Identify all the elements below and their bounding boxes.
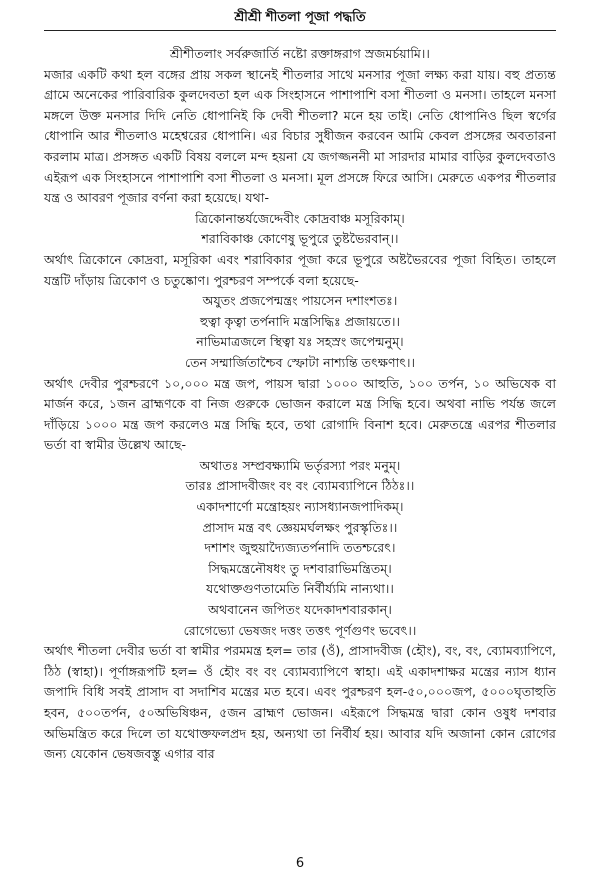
verse-line: তেন সম্মার্জিতাশ্চৈব স্ফোটা নাশ্যন্তি তৎক্ষণাৎ।।	[184, 354, 416, 370]
verse-line: তারঃ প্রাসাদবীজং বং বং ব্যোমব্যাপিনে ঠিঠঃ।।	[185, 478, 415, 494]
verse-line: রোগেভ্যো ভেষজং দত্তং তত্তৎ পূর্ণগুণং ভবেৎ।।	[183, 622, 417, 638]
verse-line: হুত্বা কৃত্বা তর্পনাদি মন্ত্রসিদ্ধিঃ প্রজায়তে।।	[200, 313, 400, 329]
page-header-title: শ্রীশ্রী শীতলা পূজা পদ্ধতি	[234, 10, 366, 25]
body-paragraph: অর্থাৎ শীতলা দেবীর ভর্তা বা স্বামীর পরমমন্ত্র হল= তার (ওঁ), প্রাসাদবীজ (হৌং), বং, বং, ব্যোমব্যাপিণে, ঠিঠ (স্বাহা)। পূর্ণাঙ্গরূপটি হল= ওঁ হৌং বং বং ব্যোমব্যাপিণে স্বাহা। এই একাদশাক্ষর মন্ত্রের ন্যাস ধ্যান জপাদি বিধি সবই প্রাসাদ বা সদাশিব মন্ত্রের মত হবে। এবং পুরশ্চরণ হল-৫০,০০০জপ, ৫০০০ঘৃতাহুতি হবন, ৫০০তর্পন, ৫০অভিষিঞ্চন, ৫জন ব্রাহ্মণ ভোজন। এইরূপে সিদ্ধমন্ত্র দ্বারা কোন ওষুধ দশবার অভিমন্ত্রিত করে দিলে তা যথোক্তফলপ্রদ হয়, অন্যথা তা নির্বীর্য হয়। আবার যদি অজানা কোন রোগের জন্য যেকোন ভেষজবস্তু এগার বার	[44, 643, 556, 762]
verse-line: দশাশং জুহুয়াদ্যৈজ্যতর্পনাদি ততশ্চরেৎ।	[204, 540, 396, 556]
header-rule	[44, 30, 556, 31]
verse-line: ত্রিকোনান্তর্যজেদ্দেবীং কোদ্রবাঞ্চ মসূরিকাম্।	[195, 210, 405, 226]
verse-line: একাদশার্ণো মন্ত্রোহয়ং ন্যাসধ্যানজপাদিকম্।	[196, 499, 404, 515]
body-paragraph: অর্থাৎ ত্রিকোনে কোদ্রবা, মসূরিকা এবং শরাবিকার পূজা করে ভূপুরে অষ্টভৈরবের পূজা বিহিত। তাহলে যন্ত্রটি দাঁড়ায় ত্রিকোণ ও চতুষ্কোণ। পুরশ্চরণ সম্পর্কে বলা হয়েছে-	[44, 251, 556, 288]
body-paragraph: অর্থাৎ দেবীর পুরশ্চরণে ১০,০০০ মন্ত্র জপ, পায়স দ্বারা ১০০০ আহুতি, ১০০ তর্পন, ১০ অভিষেক বা মার্জন করে, ১জন ব্রাহ্মণকে বা নিজ গুরুকে ভোজন করালে মন্ত্র সিদ্ধি হবে। অথবা নাভি পর্যন্ত জলে দাঁড়িয়ে ১০০০ মন্ত্র জপ করলেও মন্ত্র সিদ্ধি হবে, তথা রোগাদি বিনাশ হবে। মেরুতন্ত্রে এরপর শীতলার ভর্তা বা স্বামীর উল্লেখ আছে-	[44, 375, 556, 453]
body-paragraph: মজার একটি কথা হল বঙ্গের প্রায় সকল স্থানেই শীতলার সাথে মনসার পূজা লক্ষ্য করা যায়। বহু প্রত্যন্ত গ্রামে অনেকের পারিবারিক কুলদেবতা হল এক সিংহাসনে পাশাপাশি বসা শীতলা ও মনসা। তাহলে মনসা মঙ্গলে উক্ত মনসার দিদি নেতি ধোপানিই কি দেবী শীতলা? মনে হয় তাই। নেতি ধোপানিও ছিল স্বর্গের ধোপানি আর শীতলাও মহেশ্বরের ধোপানি। এর বিচার সুধীজন করবেন আমি কেবল প্রসঙ্গের অবতারনা করলাম মাত্র। প্রসঙ্গত একটি বিষয় বললে মন্দ হয়না যে জগজ্জননী মা সারদার মামার বাড়ির কুলদেবতাও এইরূপ এক সিংহাসনে পাশাপাশি বসা শীতলা ও মনসা। মূল প্রসঙ্গে ফিরে আসি। মেরুতে একপর শীতলার যন্ত্র ও আবরণ পূজার বর্ণনা করা হয়েছে। যথা-	[44, 66, 556, 206]
verse-line: অথবানেন জপিতং যদেকাদশবারকান্।	[208, 602, 392, 618]
verse-line: সিদ্ধমন্ত্রেনৌষধং তু দশবারাভিমন্ত্রিতম্।	[208, 560, 392, 576]
verse-line: শরাবিকাঞ্চ কোণেষু ভূপুরে তুষ্টভৈরবান্।।	[201, 231, 399, 247]
verse-line: যথোক্তগুণতামেতি নির্বীর্য্যমি নান্যথা।।	[206, 581, 394, 597]
page-number: 6	[295, 856, 305, 871]
verse-line: প্রাসাদ মন্ত্র বৎ জ্ঞেয়মর্ঘলক্ষং পুরস্কৃতিঃ।।	[202, 519, 398, 535]
verse-line: নাভিমাত্রজলে স্থিত্বা যঃ সহস্রং জপেন্মনুম্।	[196, 334, 404, 350]
verse-line: শ্রীশীতলাং সর্বরুজার্তি নষ্টো রক্তাঙ্গরাগ স্রজমর্চয়ামি।।	[170, 46, 430, 61]
verse-line: অথাতঃ সম্প্রবক্ষ্যামি ভর্তৃরস্যা পরং মনুম্।	[199, 457, 401, 473]
verse-line: অযুতং প্রজপেন্মন্ত্রং পায়সেন দশাংশতঃ।	[202, 293, 398, 309]
page-body	[44, 44, 556, 765]
